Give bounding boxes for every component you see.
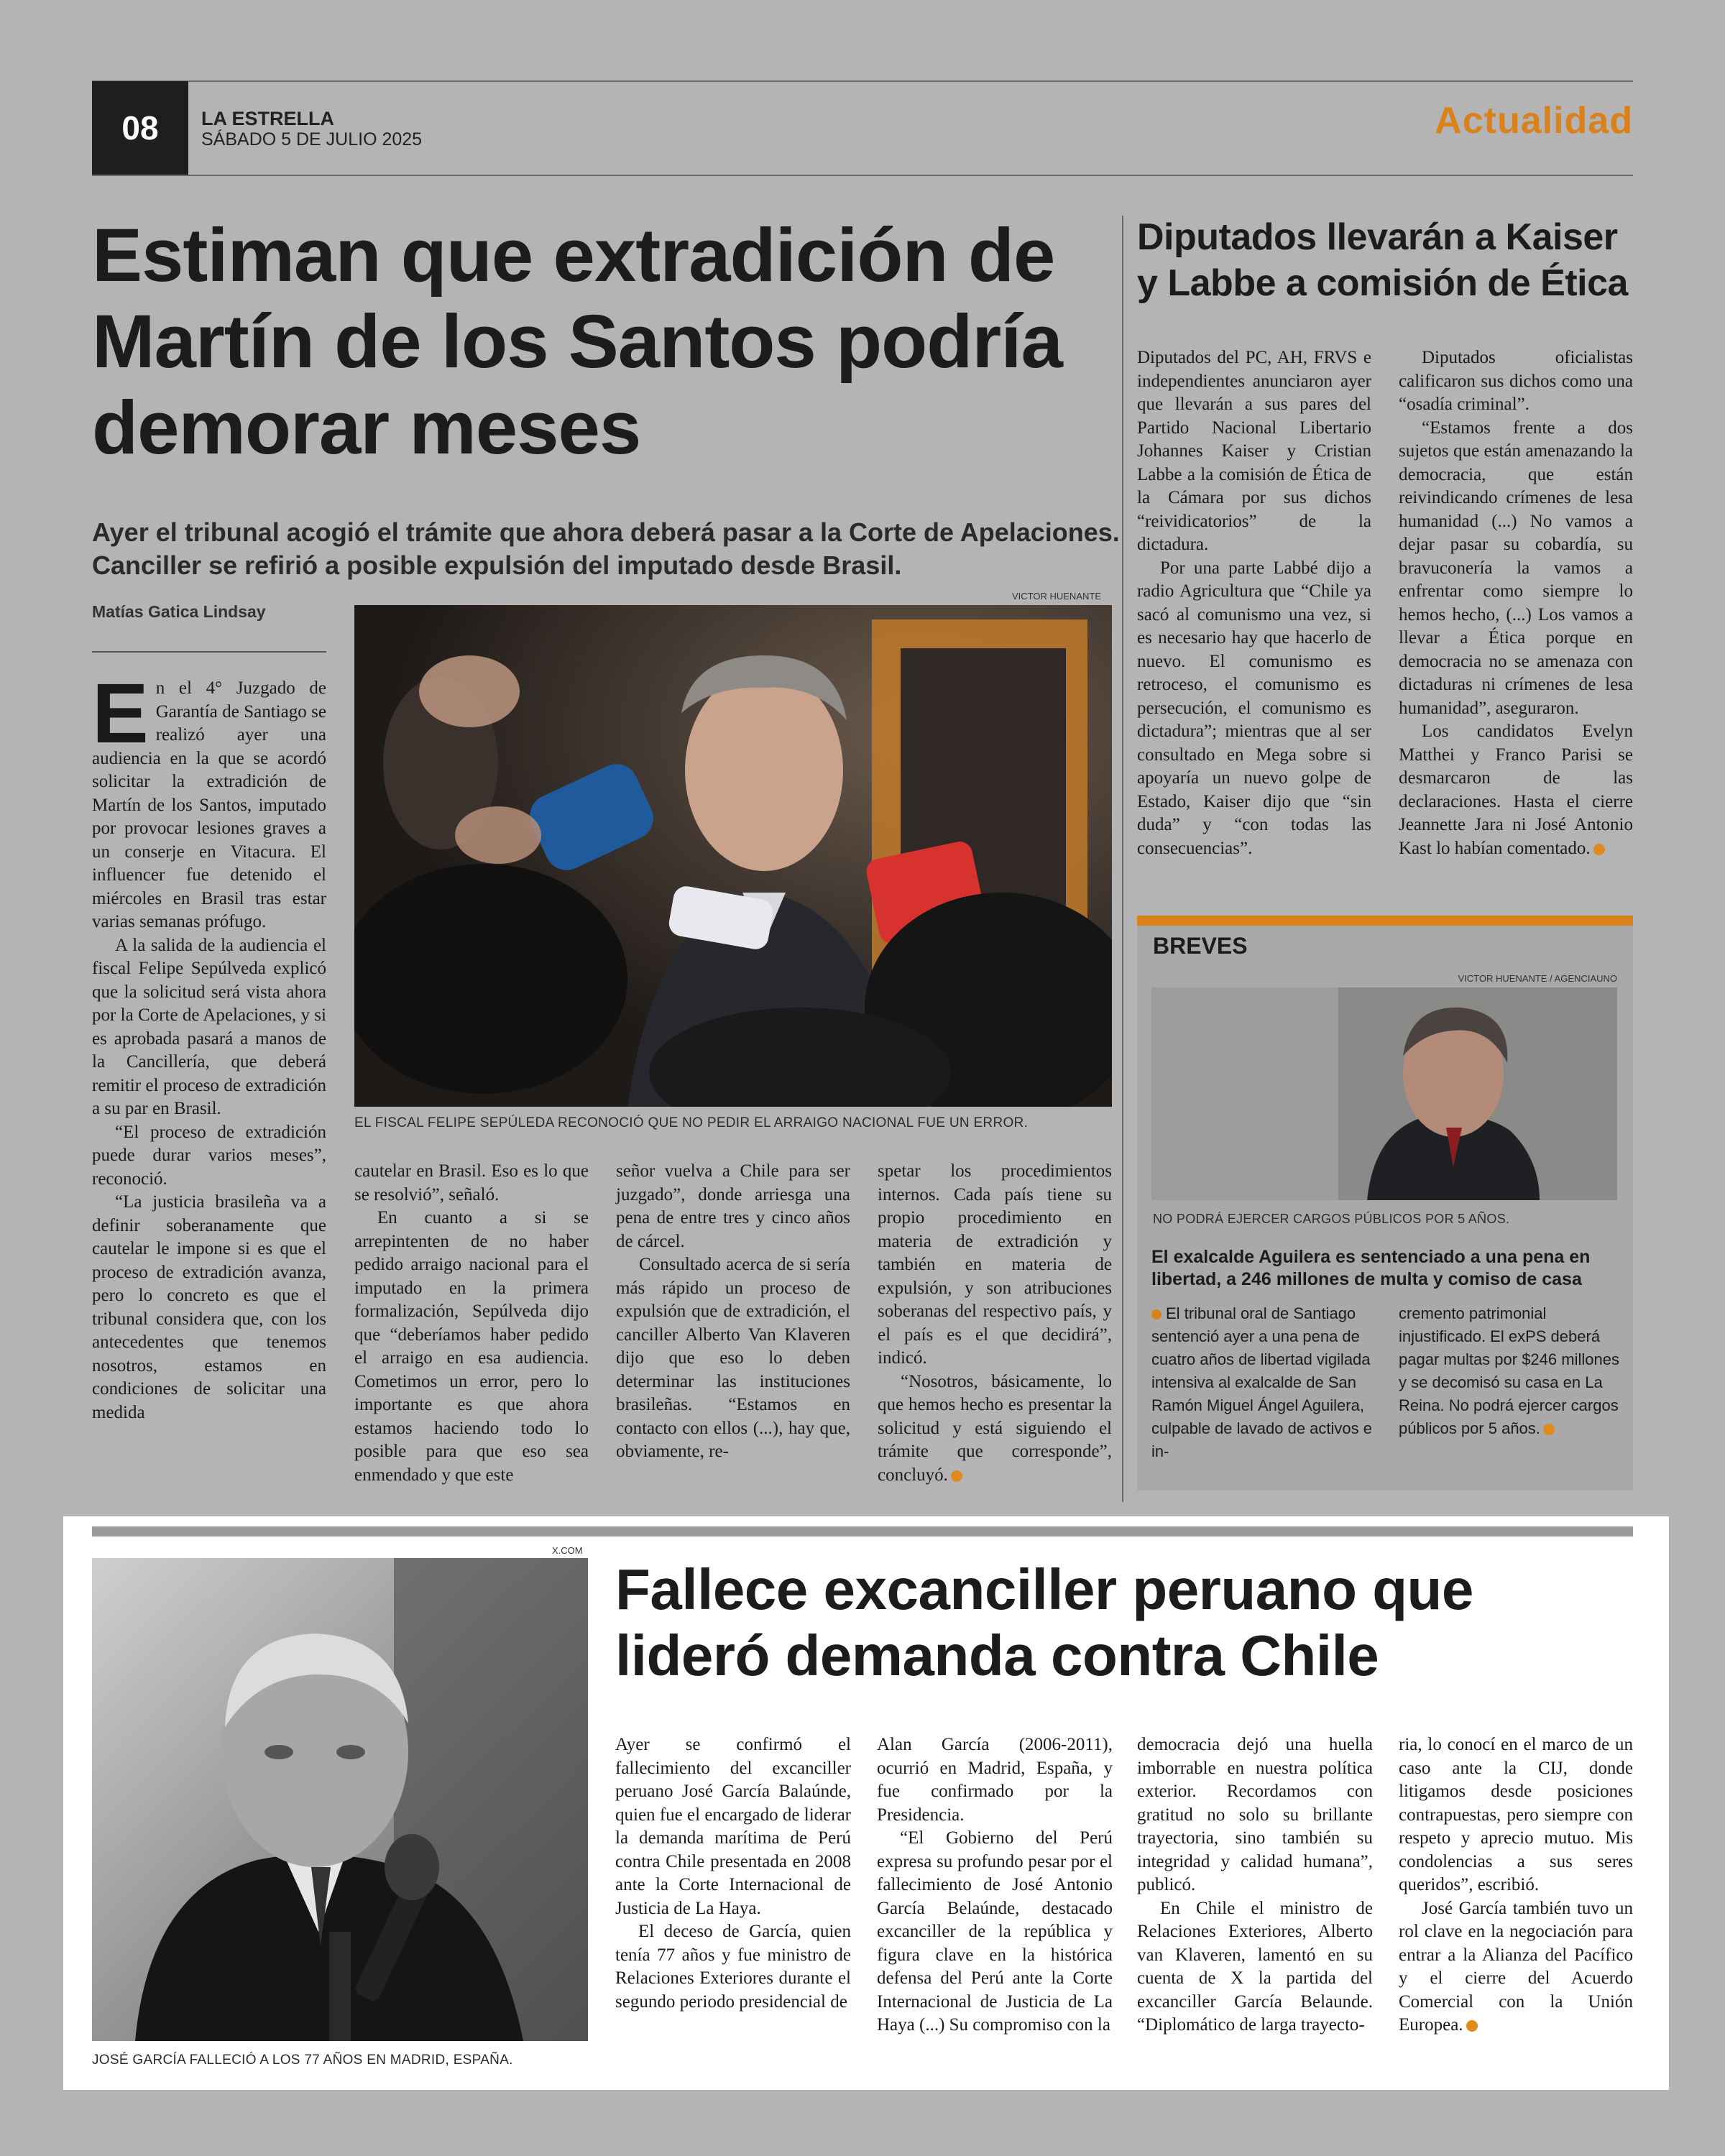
bottom-paragraph: El deceso de García, quien tenía 77 años y fue ministro de Relaciones Exteriores durante el segundo periodo presidencial de [615, 1922, 851, 2012]
side-paragraph: Diputados del PC, AH, FRVS e independientes anunciaron ayer que llevarán a sus pares del Partido Nacional Libertario Johannes Kaiser y Cristian Labbe a la comisión de Ética de la Cámara por sus dichos “reividicatorios” de la dictadura. [1137, 348, 1371, 554]
bottom-paragraph: ria, lo conocí en el marco de un caso ante la CIJ, donde litigamos desde posiciones contrapuestas, pero siempre con respeto y aprecio mutuo. Mis condolencias a sus seres queridos”, escribió. [1399, 1735, 1633, 1894]
bottom-paragraph-text: José García también tuvo un rol clave en la negociación para entrar a la Alianza del Pacífico y el cierre del Acuerdo Comercial con la Unión Europea. [1399, 1898, 1633, 2035]
main-deck: Ayer el tribunal acogió el trámite que ahora deberá pasar a la Corte de Apelaciones. Canciller se refirió a posible expulsión del imputado desde Brasil. [92, 517, 1120, 580]
column-divider [1122, 216, 1123, 1502]
portrait-illustration [92, 1558, 588, 2041]
side-paragraph [1399, 720, 1633, 860]
side-headline: Diputados llevarán a Kaiser y Labbe a comisión de Ética [1137, 216, 1628, 304]
bottom-photo-caption: JOSÉ GARCÍA FALLECIÓ A LOS 77 AÑOS EN MADRID, ESPAÑA. [92, 2053, 513, 2068]
bullet-dot-icon [1151, 1309, 1162, 1319]
main-headline: Estiman que extradición de Martín de los Santos podría demorar meses [92, 213, 1062, 470]
byline-rule [92, 651, 326, 653]
side-text-col1 [1137, 346, 1371, 860]
page-number: 08 [121, 109, 159, 147]
side-paragraph-text: Los candidatos Evelyn Matthei y Franco Parisi se desmarcaron de las declaraciones. Hasta el cierre Jeannette Jara ni José Antonio Kast lo habían comentado. [1399, 722, 1633, 858]
main-paragraph: En cuanto a si se arrepintenten de no haber pedido arraigo nacional para el imputado en la primera formalización, Sepúlveda dijo que “deberíamos haber pedido el arraigo en esa audiencia. Cometimos un error, pero lo importante es que ahora estamos haciendo todo lo posible para que eso sea enmendado y que este [354, 1208, 589, 1485]
bottom-paragraph: “El Gobierno del Perú expresa su profundo pesar por el fallecimiento de José Antonio García Belaúnde, destacado excanciller de la república y figura clave en la histórica defensa del Perú ante la Corte Internacional de Justicia de La Haya (...) Su compromiso con la [877, 1828, 1113, 2035]
main-paragraph: “La justicia brasileña va a definir soberanamente que cautelar le impone si es que el proceso de extradición avanza, pero lo concreto es que el tribunal considera que, con los antecedentes que tenemos nosotros, estamos en condiciones de solicitar una medida [92, 1192, 326, 1422]
end-of-article-icon [1543, 1424, 1555, 1435]
publication-name: LA ESTRELLA [201, 108, 334, 129]
main-text-col1 [92, 666, 326, 1424]
press-scrum-illustration [354, 605, 1112, 1107]
main-paragraph: En el 4° Juzgado de Garantía de Santiago se realizó ayer una audiencia en la que se acordó solicitar la extradición de Martín de los Santos, imputado por provocar lesiones graves a un conserje en Vitacura. El influencer fue detenido el miércoles en Brasil tras estar varias semanas prófugo. [92, 666, 326, 931]
header-top-rule [92, 80, 1633, 82]
main-photo [354, 605, 1112, 1107]
breves-photo-credit: VICTOR HUENANTE / AGENCIAUNO [1458, 973, 1617, 984]
bottom-paragraph [1399, 1897, 1633, 2037]
publication-date: SÁBADO 5 DE JULIO 2025 [201, 129, 423, 149]
end-of-article-icon [951, 1470, 962, 1482]
main-text-col2 [354, 1160, 589, 1487]
bottom-photo [92, 1558, 588, 2041]
section-label: Actualidad [1435, 100, 1633, 142]
breves-label: BREVES [1153, 933, 1248, 959]
side-text-col2 [1399, 346, 1633, 860]
breves-accent-bar [1137, 916, 1633, 926]
portrait-illustration [1151, 987, 1617, 1200]
main-photo-caption: EL FISCAL FELIPE SEPÚLEDA RECONOCIÓ QUE NO PEDIR EL ARRAIGO NACIONAL FUE UN ERROR. [354, 1115, 1029, 1130]
breves-photo-caption: NO PODRÁ EJERCER CARGOS PÚBLICOS POR 5 AÑOS. [1153, 1212, 1510, 1226]
breves-text-col1 [1151, 1302, 1376, 1463]
breves-headline: El exalcalde Aguilera es sentenciado a una pena en libertad, a 246 millones de multa y comiso de casa [1151, 1247, 1591, 1289]
main-paragraph: señor vuelva a Chile para ser juzgado”, donde arriesga una pena de entre tres y cinco años de cárcel. [616, 1161, 850, 1251]
bottom-paragraph: Ayer se confirmó el fallecimiento del excanciller peruano José García Balaúnde, quien fue el encargado de liderar la demanda marítima de Perú contra Chile presentada en 2008 ante la Corte Internacional de Justicia de La Haya. [615, 1735, 851, 1918]
breves-text: cremento patrimonial injustificado. El exPS deberá pagar multas por $246 millones y se decomisó su casa en La Reina. No podrá ejercer cargos públicos por 5 años. [1399, 1304, 1619, 1437]
bottom-text-col4 [1399, 1733, 1633, 2037]
bottom-paragraph: Alan García (2006-2011), ocurrió en Madrid, España, y fue confirmado por la Presidencia. [877, 1735, 1113, 1825]
side-paragraph: “Estamos frente a dos sujetos que están amenazando la democracia, que están reivindicando crímenes de lesa humanidad (...) No vamos a dejar pasar su cobardía, su bravuconería la vamos a enfrentar como siempre lo hemos hecho, (...) Los vamos a llevar a Ética porque en democracia no se amenaza con dictaduras ni crímenes de lesa humanidad”, aseguraron. [1399, 418, 1633, 718]
end-of-article-icon [1593, 844, 1605, 855]
bottom-photo-credit: X.COM [552, 1545, 583, 1556]
breves-photo [1151, 987, 1617, 1200]
main-paragraph: Consultado acerca de si sería más rápido un proceso de expulsión que de extradición, el canciller Alberto Van Klaveren dijo que eso lo deben determinar las instituciones brasileñas. “Estamos en contacto con ellos (...), hay que, obviamente, re- [616, 1255, 850, 1461]
main-paragraph [878, 1370, 1112, 1488]
main-paragraph: cautelar en Brasil. Eso es lo que se resolvió”, señaló. [354, 1161, 589, 1204]
main-text-col3 [616, 1160, 850, 1464]
main-photo-credit: VICTOR HUENANTE [1012, 591, 1101, 602]
end-of-article-icon [1466, 2020, 1478, 2032]
header-bottom-rule [92, 175, 1633, 176]
main-paragraph: A la salida de la audiencia el fiscal Felipe Sepúlveda explicó que la solicitud será vista ahora por la Corte de Apelaciones, y si es aprobada pasará a manos de la Cancillería, que deberá remitir el proceso de extradición a su par en Brasil. [92, 935, 326, 1118]
bottom-story-top-rule [92, 1526, 1633, 1537]
main-paragraph-text: “Nosotros, básicamente, lo que hemos hecho es presentar la solicitud y está siguiendo el trámite que corresponde”, concluyó. [878, 1371, 1112, 1485]
side-paragraph: Diputados oficialistas calificaron sus dichos como una “osadía criminal”. [1399, 348, 1633, 414]
bottom-text-col2 [877, 1733, 1113, 2037]
bottom-headline: Fallece excanciller peruano que lideró demanda contra Chile [615, 1557, 1473, 1687]
breves-text-col2 [1399, 1302, 1623, 1440]
main-paragraph: spetar los procedimientos internos. Cada país tiene su propio procedimiento en materia de extradición y también en materia de expulsión, y son atribuciones soberanas del respectivo país, y el país es el que decidirá”, indicó. [878, 1161, 1112, 1368]
main-text-col4 [878, 1160, 1112, 1487]
bottom-text-col3 [1137, 1733, 1373, 2037]
main-paragraph: “El proceso de extradición puede durar varios meses”, reconoció. [92, 1122, 326, 1189]
bottom-paragraph: democracia dejó una huella imborrable en nuestra política exterior. Recordamos con gratitud no solo su brillante trayectoria, sino también su integridad y calidad humana”, publicó. [1137, 1735, 1373, 1894]
page-number-box [92, 81, 188, 175]
breves-text: El tribunal oral de Santiago sentenció ayer a una pena de cuatro años de libertad vigilada intensiva al exalcalde de San Ramón Miguel Ángel Aguilera, culpable de lavado de activos e in- [1151, 1304, 1372, 1460]
side-paragraph: Por una parte Labbé dijo a radio Agricultura que “Chile ya sacó al comunismo una vez, si es necesario hay que hacerlo de nuevo. El comunismo es retroceso, el comunismo es persecución, el comunismo es dictadura”; mientras que al ser consultado en Mega sobre si apoyaría un nuevo golpe de Estado, Kaiser dijo que “sin duda” y “con todas las consecuencias”. [1137, 558, 1371, 858]
bottom-paragraph: En Chile el ministro de Relaciones Exteriores, Alberto van Klaveren, lamentó en su cuenta de X la partida del excanciller García Belaunde. “Diplomático de larga trayecto- [1137, 1898, 1373, 2035]
main-byline: Matías Gatica Lindsay [92, 602, 266, 621]
bottom-text-col1 [615, 1733, 851, 2014]
